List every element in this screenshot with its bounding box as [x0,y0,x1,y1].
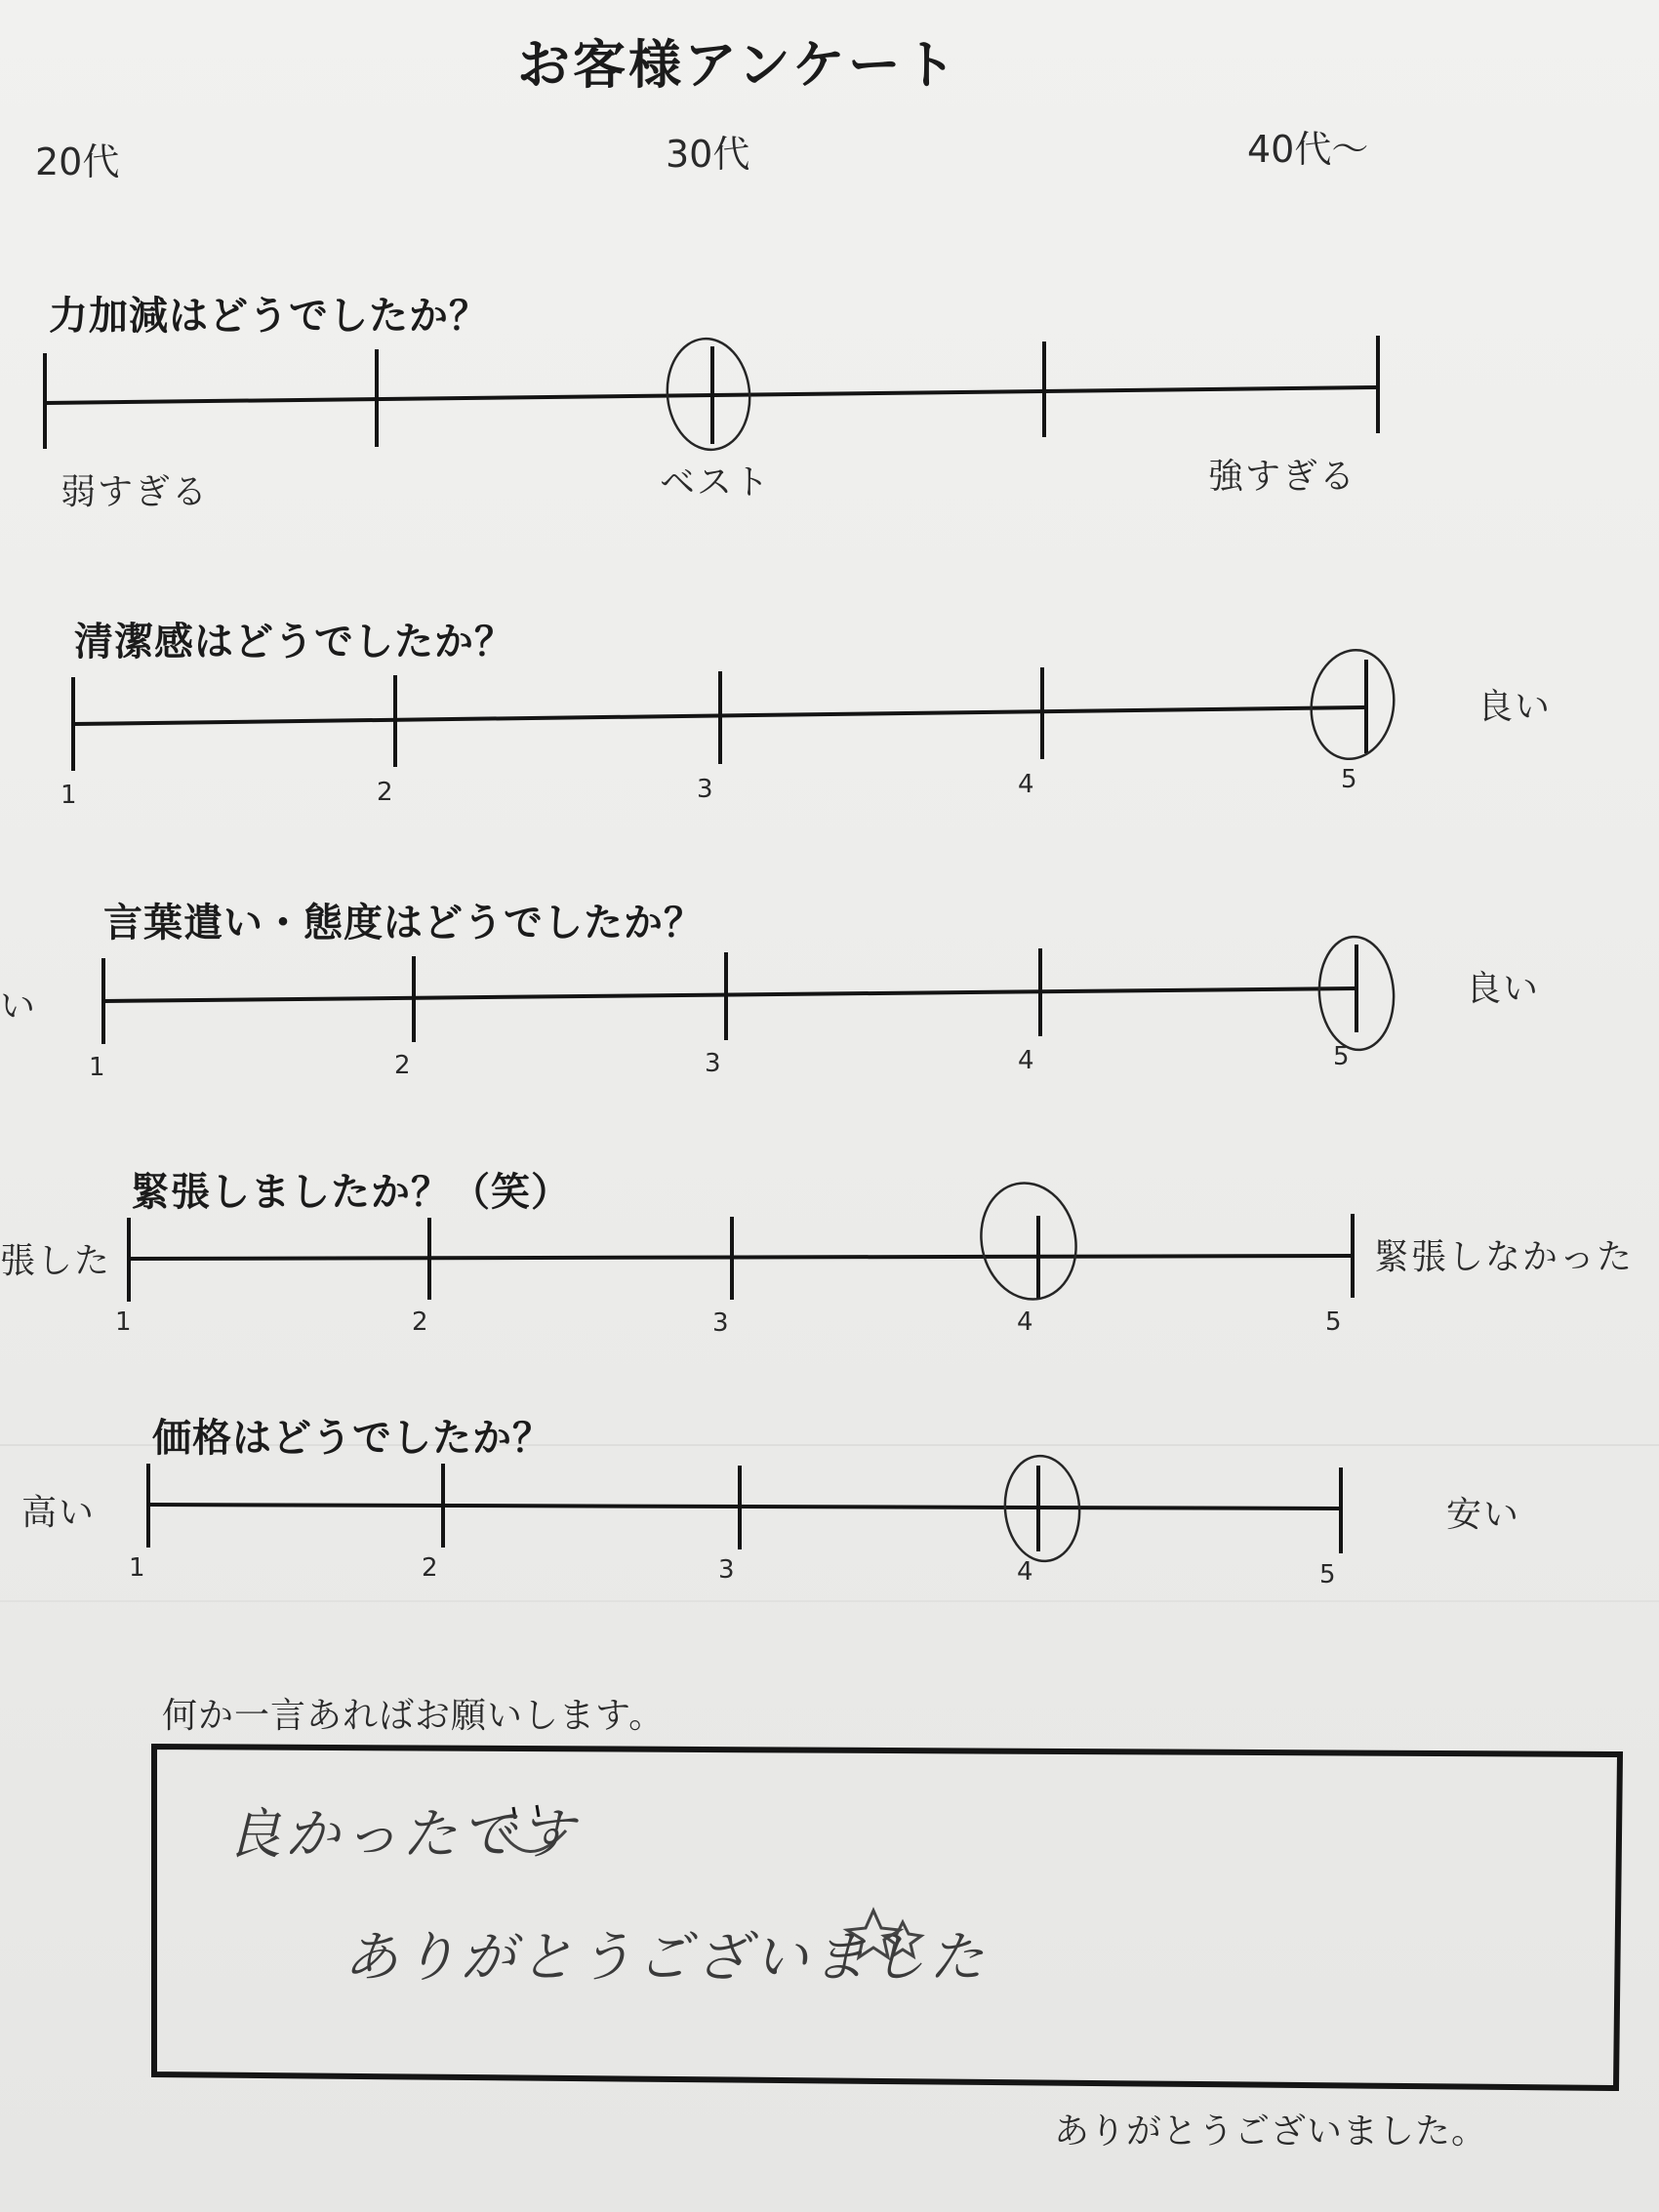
question-manners: 言葉遣い・態度はどうでしたか？ [103,901,704,945]
label-nervous-partial: 張した [0,1241,112,1281]
tick-label: 4 [1017,1557,1033,1587]
handwritten-comment-line1: 良かったです [226,1803,578,1867]
comment-prompt: 何か一言あればお願いします。 [162,1696,666,1736]
tick-label: 2 [412,1307,428,1337]
tick-label: 2 [422,1553,438,1583]
scale-line [129,1256,1353,1259]
tick-label: 1 [61,781,77,810]
footer-thanks: ありがとうございました。 [1054,2111,1488,2152]
tick-label: 5 [1333,1042,1350,1071]
scale-price [148,1464,1341,1553]
tick-label: 1 [129,1553,145,1583]
age-30s: 30代 [666,133,750,176]
age-20s: 20代 [35,141,120,183]
question-strength: 力加減はどうでしたか？ [49,294,489,339]
tick-label: 1 [89,1053,105,1082]
label-not-nervous: 緊張しなかった [1374,1237,1635,1277]
tick-label: 3 [705,1049,721,1078]
selection-circle [1305,645,1401,765]
question-cleanliness: 清潔感はどうでしたか？ [74,620,514,664]
scale-line [103,988,1356,1001]
selection-circle [971,1174,1087,1307]
label-too-strong: 強すぎる [1208,457,1357,497]
scale-strength [45,336,1378,449]
age-40s-plus: 40代〜 [1247,128,1369,171]
tick-label: 2 [394,1051,411,1080]
tick-label: 1 [115,1307,132,1337]
scale-nervous [129,1214,1353,1302]
scale-cleanliness [73,660,1366,771]
survey-title: お客様アンケート [517,34,959,96]
tick-label: 2 [377,778,393,807]
tick-label: 4 [1017,1307,1033,1337]
label-good: 良い [1466,969,1541,1009]
handwritten-comment-line2: ありがとうございました [344,1926,988,1990]
label-expensive: 高い [21,1493,97,1533]
tick-label: 5 [1341,765,1357,794]
tick-label: 5 [1325,1307,1342,1337]
tick-label: 3 [712,1308,729,1338]
label-best: ベスト [660,463,772,503]
question-nervous: 緊張しましたか？（笑） [131,1170,571,1215]
label-cheap: 安い [1446,1495,1521,1535]
label-good: 良い [1477,687,1553,727]
tick-label: 4 [1018,1046,1034,1075]
label-too-weak: 弱すぎる [61,472,210,512]
label-left-partial: い [0,986,38,1026]
scale-manners [103,945,1356,1044]
tick-label: 5 [1319,1560,1336,1589]
tick-label: 4 [1018,770,1034,799]
tick-label: 3 [718,1555,735,1585]
scale-line [148,1505,1341,1508]
tick-label: 3 [697,775,713,804]
question-price: 価格はどうでしたか？ [152,1416,552,1461]
